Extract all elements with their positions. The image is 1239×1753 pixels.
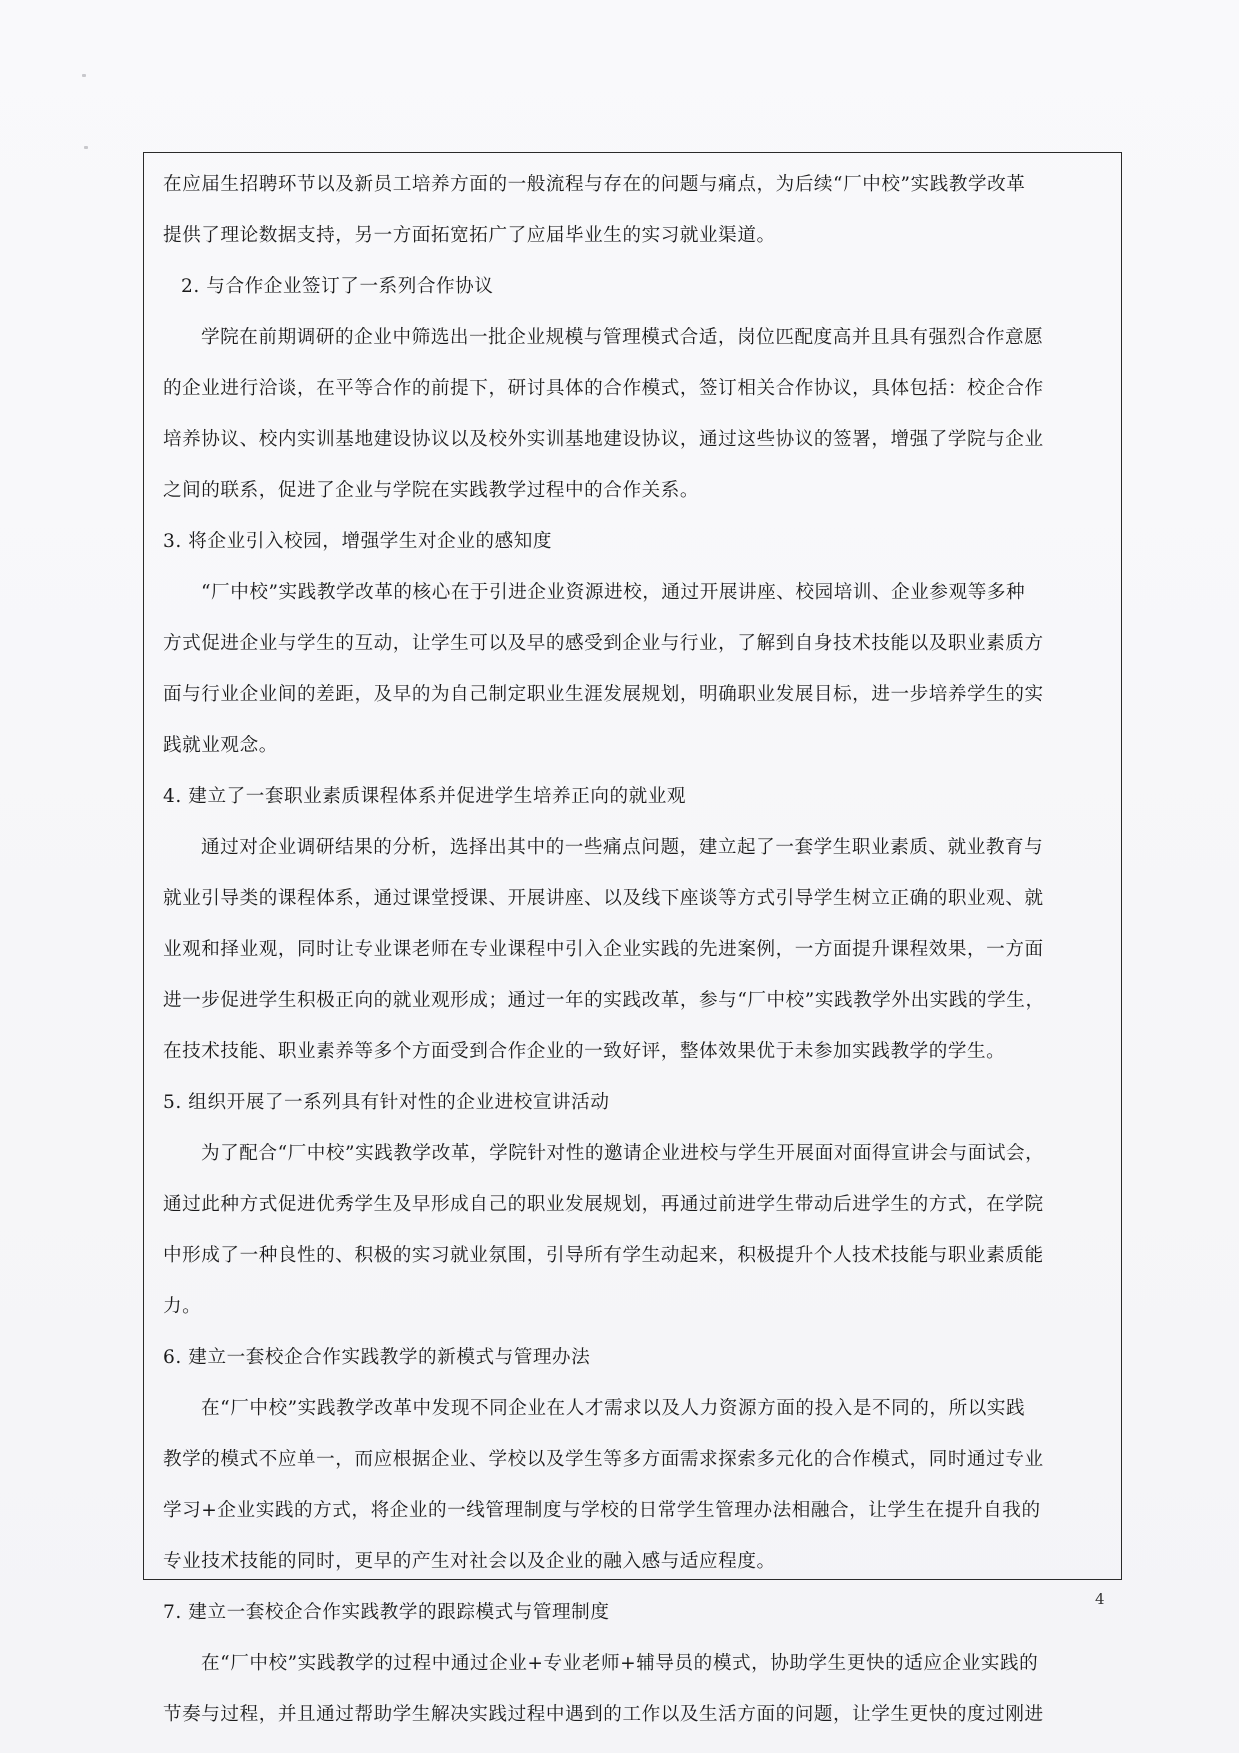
- section-heading: 5. 组织开展了一系列具有针对性的企业进校宣讲活动: [163, 1092, 610, 1113]
- text-line: 面与行业企业间的差距，及早的为自己制定职业生涯发展规划，明确职业发展目标，进一步培养学生的实: [163, 684, 1044, 705]
- text-line: 在“厂中校”实践教学的过程中通过企业+专业老师+辅导员的模式，协助学生更快的适应企业实践的: [201, 1653, 1039, 1674]
- text-line: 通过对企业调研结果的分析，选择出其中的一些痛点问题，建立起了一套学生职业素质、就业教育与: [201, 837, 1044, 858]
- text-line: 力。: [163, 1296, 202, 1317]
- text-line: 业观和择业观，同时让专业课老师在专业课程中引入企业实践的先进案例，一方面提升课程效果，一方面: [163, 939, 1044, 960]
- text-line: 学院在前期调研的企业中筛选出一批企业规模与管理模式合适，岗位匹配度高并且具有强烈合作意愿: [201, 327, 1044, 348]
- text-line: 提供了理论数据支持，另一方面拓宽拓广了应届毕业生的实习就业渠道。: [163, 225, 776, 246]
- text-line: 培养协议、校内实训基地建设协议以及校外实训基地建设协议，通过这些协议的签署，增强了学院与企业: [163, 429, 1044, 450]
- text-line: 中形成了一种良性的、积极的实习就业氛围，引导所有学生动起来，积极提升个人技术技能与职业素质能: [163, 1245, 1044, 1266]
- section-heading: 4. 建立了一套职业素质课程体系并促进学生培养正向的就业观: [163, 786, 687, 807]
- text-line: “厂中校”实践教学改革的核心在于引进企业资源进校，通过开展讲座、校园培训、企业参观等多种: [201, 582, 1026, 603]
- text-line: 在技术技能、职业素养等多个方面受到合作企业的一致好评，整体效果优于未参加实践教学的学生。: [163, 1041, 1006, 1062]
- section-heading: 2. 与合作企业签订了一系列合作协议: [181, 276, 494, 297]
- section-heading: 3. 将企业引入校园，增强学生对企业的感知度: [163, 531, 553, 552]
- page-number: 4: [1095, 1590, 1105, 1608]
- text-line: 的企业进行洽谈，在平等合作的前提下，研讨具体的合作模式，签订相关合作协议，具体包括：校企合作: [163, 378, 1044, 399]
- text-line: 方式促进企业与学生的互动，让学生可以及早的感受到企业与行业，了解到自身技术技能以及职业素质方: [163, 633, 1044, 654]
- text-line: 教学的模式不应单一，而应根据企业、学校以及学生等多方面需求探索多元化的合作模式，同时通过专业: [163, 1449, 1044, 1470]
- text-line: 就业引导类的课程体系，通过课堂授课、开展讲座、以及线下座谈等方式引导学生树立正确的职业观、就: [163, 888, 1044, 909]
- scan-speck: [82, 74, 86, 77]
- scan-speck: [84, 146, 88, 149]
- text-line: 进一步促进学生积极正向的就业观形成；通过一年的实践改革，参与“厂中校”实践教学外出实践的学生，: [163, 990, 1045, 1011]
- section-heading: 7. 建立一套校企合作实践教学的跟踪模式与管理制度: [163, 1602, 610, 1623]
- text-line: 为了配合“厂中校”实践教学改革，学院针对性的邀请企业进校与学生开展面对面得宣讲会与面试会，: [201, 1143, 1045, 1164]
- text-line: 在应届生招聘环节以及新员工培养方面的一般流程与存在的问题与痛点，为后续“厂中校”实践教学改革: [163, 174, 1026, 195]
- text-line: 践就业观念。: [163, 735, 278, 756]
- text-line: 专业技术技能的同时，更早的产生对社会以及企业的融入感与适应程度。: [163, 1551, 776, 1572]
- content-frame: [143, 152, 1122, 1725]
- text-line: 节奏与过程，并且通过帮助学生解决实践过程中遇到的工作以及生活方面的问题，让学生更快的度过刚进: [163, 1704, 1044, 1725]
- text-line: 通过此种方式促进优秀学生及早形成自己的职业发展规划，再通过前进学生带动后进学生的方式，在学院: [163, 1194, 1044, 1215]
- text-line: 之间的联系，促进了企业与学院在实践教学过程中的合作关系。: [163, 480, 700, 501]
- section-heading: 6. 建立一套校企合作实践教学的新模式与管理办法: [163, 1347, 591, 1368]
- text-line: 在“厂中校”实践教学改革中发现不同企业在人才需求以及人力资源方面的投入是不同的，所以实践: [201, 1398, 1026, 1419]
- text-line: 学习+企业实践的方式，将企业的一线管理制度与学校的日常学生管理办法相融合，让学生在提升自我的: [163, 1500, 1041, 1521]
